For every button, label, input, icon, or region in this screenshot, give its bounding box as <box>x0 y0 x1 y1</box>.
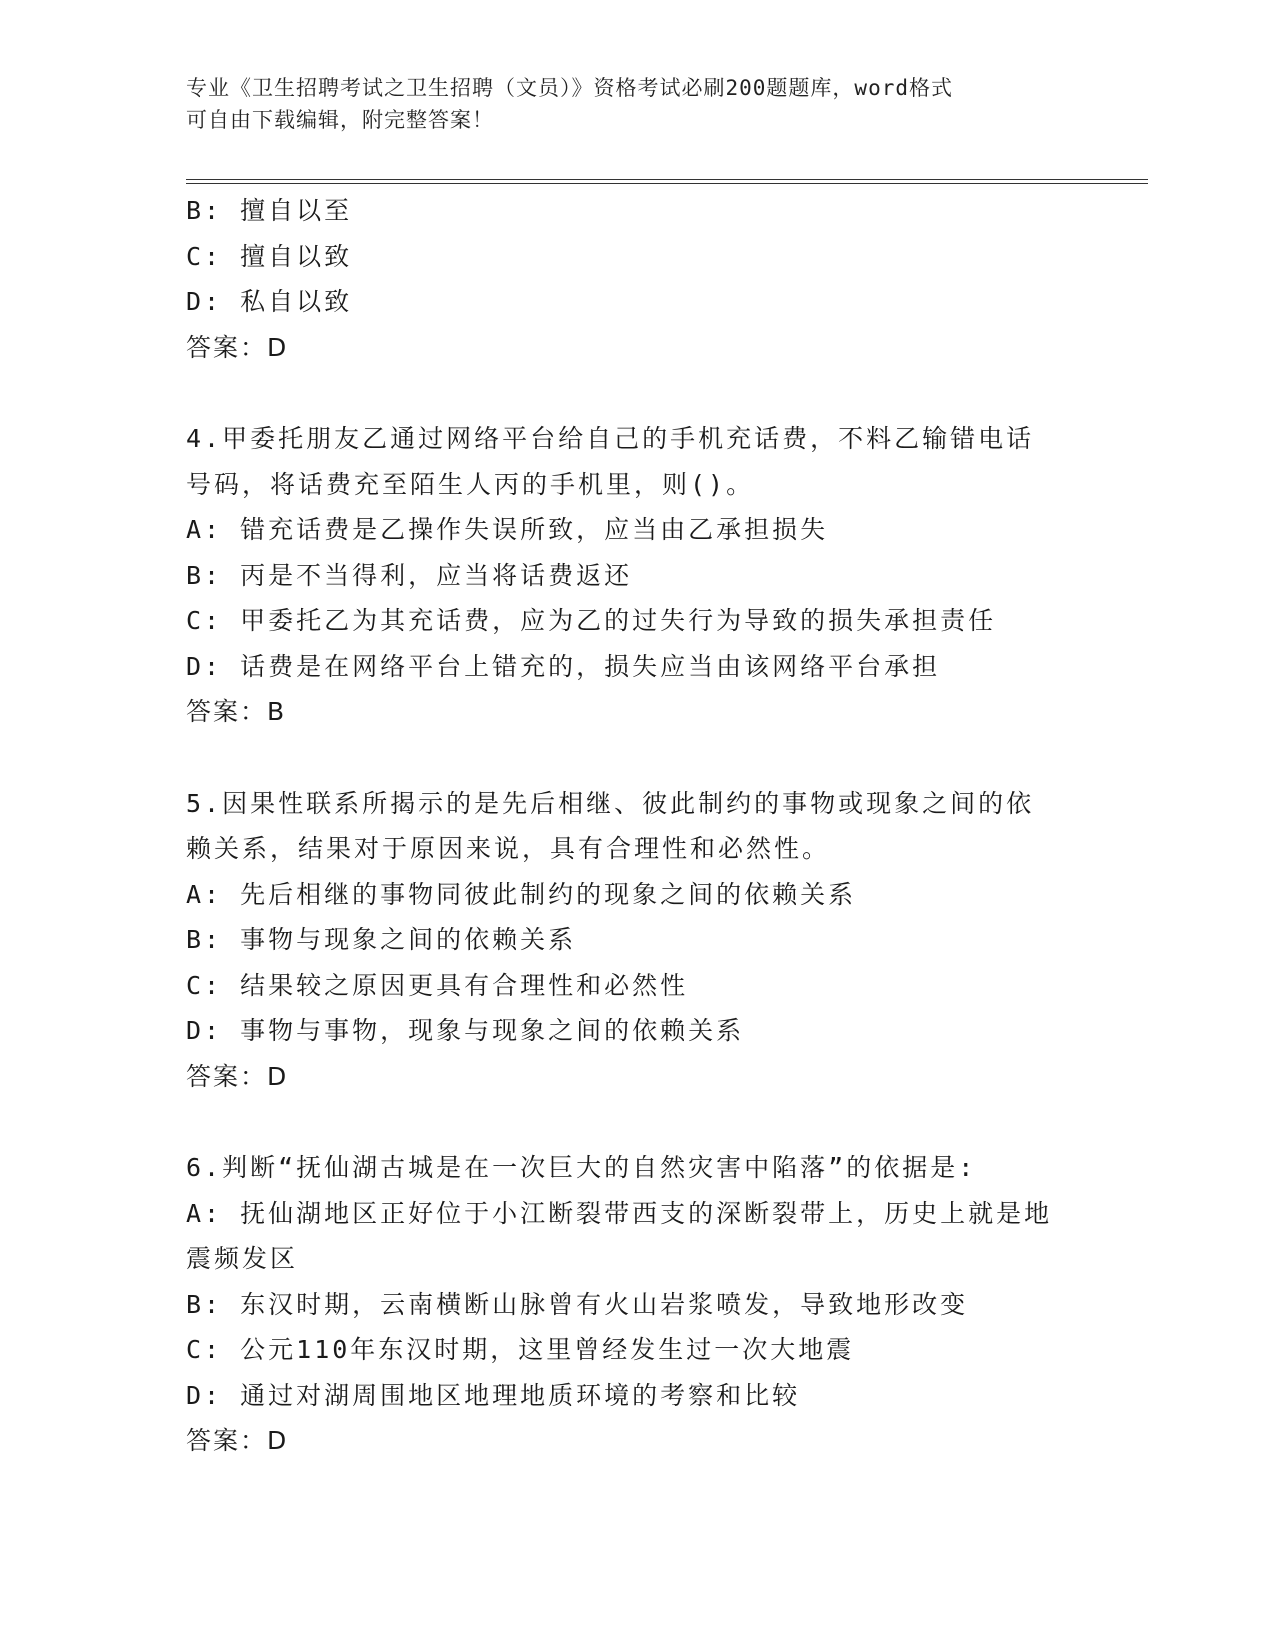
question-stem: 赖关系，结果对于原因来说，具有合理性和必然性。 <box>186 834 831 863</box>
option-d: D: 通过对湖周围地区地理地质环境的考察和比较 <box>186 1380 801 1410</box>
option-c: C: 公元110年东汉时期，这里曾经发生过一次大地震 <box>186 1335 855 1364</box>
header-divider-top <box>186 179 1148 180</box>
answer-line: 答案：D <box>186 332 289 362</box>
question-3-continued <box>186 188 1086 370</box>
option-b: B: 丙是不当得利，应当将话费返还 <box>186 560 633 590</box>
question-stem: 6.判断“抚仙湖古城是在一次巨大的自然灾害中陷落”的依据是: <box>186 1153 977 1182</box>
question-5 <box>186 781 1086 1100</box>
document-body <box>186 188 1086 1464</box>
option-a: A: 抚仙湖地区正好位于小江断裂带西支的深断裂带上，历史上就是地 <box>186 1198 1053 1228</box>
question-stem: 5.因果性联系所揭示的是先后相继、彼此制约的事物或现象之间的依 <box>186 788 1035 818</box>
option-c: C: 结果较之原因更具有合理性和必然性 <box>186 970 689 1000</box>
header-divider-bottom <box>186 183 1148 184</box>
option-b: B: 事物与现象之间的依赖关系 <box>186 925 577 954</box>
question-6 <box>186 1145 1086 1464</box>
option-c: C: 甲委托乙为其充话费，应为乙的过失行为导致的损失承担责任 <box>186 606 997 635</box>
answer-line: 答案：B <box>186 697 287 726</box>
question-stem: 4.甲委托朋友乙通过网络平台给自己的手机充话费，不料乙输错电话 <box>186 424 1035 453</box>
question-stem: 号码，将话费充至陌生人丙的手机里，则()。 <box>186 469 755 499</box>
header-line-1: 专业《卫生招聘考试之卫生招聘（文员）》资格考试必刷200题题库，word格式 <box>186 76 953 100</box>
option-b: B: 东汉时期，云南横断山脉曾有火山岩浆喷发，导致地形改变 <box>186 1289 969 1319</box>
answer-line: 答案：D <box>186 1426 289 1455</box>
document-header <box>186 72 1086 136</box>
option-d: D: 私自以致 <box>186 287 353 316</box>
answer-line: 答案：D <box>186 1061 289 1091</box>
option-a: A: 错充话费是乙操作失误所致，应当由乙承担损失 <box>186 515 829 544</box>
header-line-2: 可自由下载编辑，附完整答案！ <box>186 108 494 132</box>
option-c: C: 擅自以致 <box>186 241 353 271</box>
option-b: B: 擅自以至 <box>186 196 353 225</box>
option-a-continued: 震频发区 <box>186 1244 299 1273</box>
option-d: D: 话费是在网络平台上错充的，损失应当由该网络平台承担 <box>186 651 941 681</box>
option-d: D: 事物与事物，现象与现象之间的依赖关系 <box>186 1016 745 1045</box>
option-a: A: 先后相继的事物同彼此制约的现象之间的依赖关系 <box>186 879 857 909</box>
question-4 <box>186 416 1086 735</box>
